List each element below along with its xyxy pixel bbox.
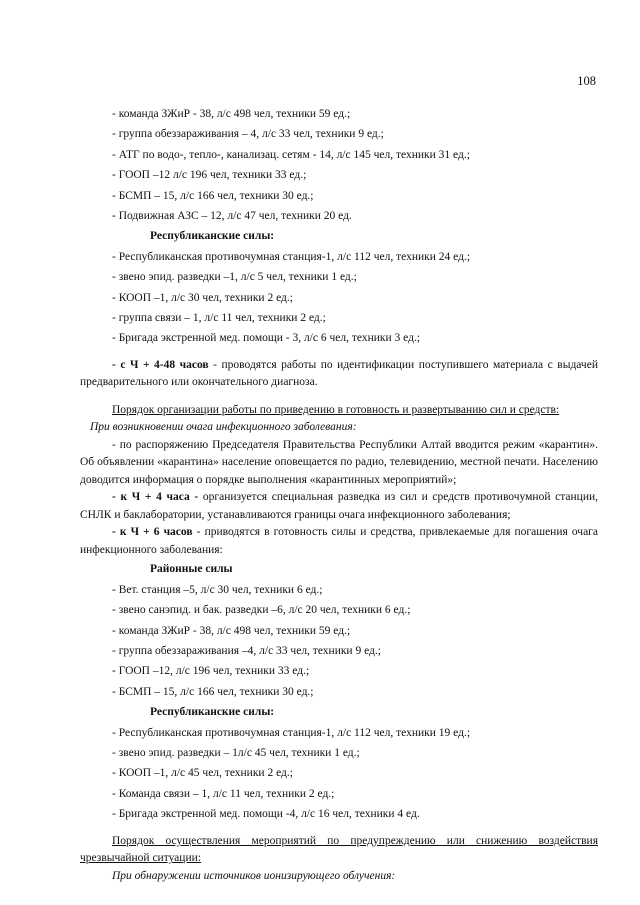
list-item: - звено эпид. разведки – 1л/с 45 чел, техники 1 ед.; [112,747,360,760]
list-item: - ГООП –12 л/с 196 чел, техники 33 ед.; [112,169,307,182]
list-item: - Бригада экстренной мед. помощи -4, л/с 16 чел, техники 4 ед. [112,808,420,821]
list-item: - БСМП – 15, л/с 166 чел, техники 30 ед.; [112,685,314,698]
list-item: - группа обеззараживания – 4, л/с 33 чел, техники 9 ед.; [112,128,384,141]
list-item: - АТГ по водо-, тепло-, канализац. сетям - 14, л/с 145 чел, техники 31 ед.; [112,148,470,161]
list-item: - команда ЗЖиР - 38, л/с 498 чел, техники 59 ед.; [112,624,351,637]
resource-list-3 [112,580,598,702]
paragraph-quarantine: - по распоряжению Председателя Правительства Республики Алтай вводится режим «карантин». Об объявлении «карантина» население оповещается по радио, телевидению, местной печати. Населению доводится информация о порядке выполнения «карантинных мероприятий»; [80,438,598,486]
paragraph-ch-6-lead: - к Ч + 6 часов [112,526,193,539]
heading-district-forces: Районные силы [150,563,233,576]
paragraph-ch-4-48-lead: - с Ч + 4-48 часов [112,358,209,371]
paragraph-ch-6 [80,524,598,559]
paragraph-ch-6-text: - приводятся в готовность силы и средства, привлекаемые для погашения очага инфекционного заболевания: [80,526,599,556]
list-item: - команда ЗЖиР - 38, л/с 498 чел, техники 59 ед.; [112,108,351,120]
list-item: - звено санэпид. и бак. разведки –6, л/с 20 чел, техники 6 ед.; [112,604,411,617]
heading-republican-forces-2: Республиканские силы: [150,706,275,719]
list-item: - Республиканская противочумная станция-1, л/с 112 чел, техники 24 ед.; [112,250,471,263]
list-item: - ГООП –12, л/с 196 чел, техники 33 ед.; [112,665,310,678]
paragraph-ch-4 [80,489,598,524]
page-content [80,104,599,885]
list-item: - Республиканская противочумная станция-1, л/с 112 чел, техники 19 ед.; [112,726,471,739]
list-item: - КООП –1, л/с 45 чел, техники 2 ед.; [112,767,293,780]
section-subtitle-radiation: При обнаружении источников ионизирующего облучения: [112,869,396,882]
list-item: - БСМП – 15, л/с 166 чел, техники 30 ед.; [112,189,314,202]
section-subtitle-infection: При возникновении очага инфекционного заболевания: [90,421,357,434]
resource-list-2 [112,247,598,349]
list-item: - Бригада экстренной мед. помощи - 3, л/с 6 чел, техники 3 ед.; [112,332,421,345]
heading-republican-forces-1: Республиканские силы: [150,230,275,243]
paragraph-ch-4-48-text: - проводятся работы по идентификации поступившего материала с выдачей предварительного или окончательного диагноза. [80,358,598,389]
paragraph-ch-4-48 [80,357,598,392]
resource-list-4 [112,723,598,825]
paragraph-ch-4-lead: - к Ч + 4 часа - [112,491,199,504]
list-item: - группа связи – 1, л/с 11 чел, техники 2 ед.; [112,312,326,325]
list-item: - звено эпид. разведки –1, л/с 5 чел, техники 1 ед.; [112,271,357,284]
resource-list-1 [112,104,598,226]
list-item: - Команда связи – 1, л/с 11 чел, техники 2 ед.; [112,787,335,800]
list-item: - КООП –1, л/с 30 чел, техники 2 ед.; [112,291,293,304]
section-title-readiness: Порядок организации работы по приведению в готовность и развертыванию сил и средств: [112,403,560,416]
section-title-prevention: Порядок осуществления мероприятий по предупреждению или снижению воздействия чрезвычайной ситуации: [80,834,598,865]
paragraph-ch-4-text: организуется специальная разведка из сил и средств противочумной станции, СНЛК и баклаборатории, устанавливаются границы очага инфекционного заболевания; [80,491,598,521]
list-item: - группа обеззараживания –4, л/с 33 чел, техники 9 ед.; [112,645,381,657]
list-item: - Подвижная АЗС – 12, л/с 47 чел, техники 20 ед. [112,210,352,223]
page-number: 108 [577,74,596,88]
list-item: - Вет. станция –5, л/с 30 чел, техники 6 ед.; [112,583,323,596]
